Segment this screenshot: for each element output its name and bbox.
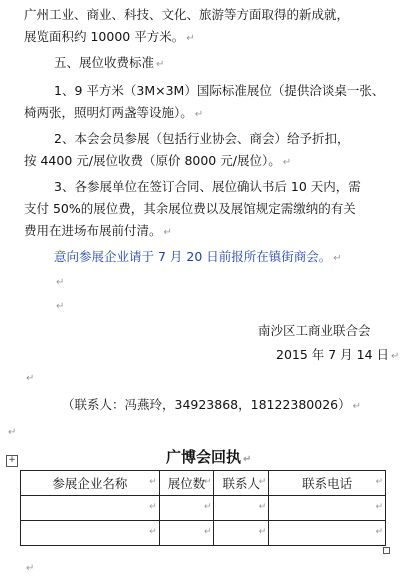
text-fee-item-3c: 费用在进场布展前付清。 bbox=[24, 223, 162, 238]
paragraph-intro bbox=[24, 6, 349, 24]
return-mark-icon: ↵ bbox=[282, 157, 292, 168]
table-resize-handle-icon[interactable] bbox=[383, 547, 390, 554]
header-phone[interactable] bbox=[269, 471, 386, 496]
section-heading-fees bbox=[54, 54, 164, 74]
return-mark-icon: ↵ bbox=[391, 351, 400, 362]
table-cell[interactable] bbox=[159, 521, 214, 546]
empty-line-5 bbox=[24, 558, 34, 578]
header-contact[interactable] bbox=[214, 471, 269, 496]
cell-mark-icon: ↵ bbox=[149, 477, 157, 487]
text-heading-fees: 五、展位收费标准 bbox=[54, 55, 155, 70]
return-mark-icon: ↵ bbox=[243, 454, 252, 465]
return-mark-icon: ↵ bbox=[333, 253, 342, 264]
text-contact: （联系人：冯燕玲，34923868，18122380026） bbox=[62, 397, 351, 412]
fee-item-1-cont bbox=[24, 104, 203, 124]
return-mark-icon: ↵ bbox=[352, 401, 361, 412]
fee-item-2 bbox=[54, 130, 349, 148]
cell-mark-icon: ↵ bbox=[203, 527, 212, 537]
text-intro-2: 展览面积约 10000 平方米。 bbox=[24, 29, 185, 44]
contact-line bbox=[62, 396, 361, 416]
cell-mark-icon: ↵ bbox=[375, 527, 383, 537]
empty-line-1 bbox=[54, 272, 64, 292]
text-form-title: 广博会回执 bbox=[166, 448, 242, 466]
text-fee-item-2b: 按 4400 元/展位收费（原价 8000 元/展位）。 bbox=[24, 153, 281, 168]
return-mark-icon: ↵ bbox=[8, 427, 17, 438]
text-fee-item-3b: 支付 50%的展位费，其余展位费以及展馆规定需缴纳的有关 bbox=[24, 201, 356, 216]
cell-mark-icon: ↵ bbox=[258, 477, 267, 487]
fee-item-3-cont-2 bbox=[24, 222, 172, 242]
header-company[interactable] bbox=[21, 471, 160, 496]
cell-mark-icon: ↵ bbox=[258, 502, 267, 512]
header-phone-label: 联系电话 bbox=[302, 476, 353, 491]
empty-line-3 bbox=[24, 368, 34, 388]
header-contact-label: 联系人 bbox=[222, 476, 261, 491]
table-cell[interactable] bbox=[21, 521, 160, 546]
return-mark-icon: ↵ bbox=[56, 301, 65, 312]
table-cell[interactable] bbox=[214, 521, 269, 546]
cell-mark-icon: ↵ bbox=[203, 502, 212, 512]
header-booths-label: 展位数 bbox=[167, 476, 206, 491]
text-date: 2015 年 7 月 14 日 bbox=[276, 347, 390, 362]
header-booths[interactable] bbox=[159, 471, 214, 496]
fee-item-3 bbox=[54, 178, 361, 196]
table-cell[interactable] bbox=[269, 496, 386, 521]
signature-org bbox=[258, 322, 371, 340]
return-mark-icon: ↵ bbox=[163, 227, 172, 238]
empty-line-2 bbox=[54, 296, 64, 316]
cell-mark-icon: ↵ bbox=[375, 502, 383, 512]
cell-mark-icon: ↵ bbox=[149, 527, 157, 537]
header-company-label: 参展企业名称 bbox=[52, 476, 128, 491]
table-cell[interactable] bbox=[269, 521, 386, 546]
table-move-handle-icon[interactable]: + bbox=[6, 455, 18, 467]
signature-date bbox=[276, 346, 399, 366]
text-org: 南沙区工商业联合会 bbox=[258, 323, 371, 338]
empty-line-4 bbox=[6, 422, 16, 442]
fee-item-3-cont bbox=[24, 200, 356, 218]
table-cell[interactable] bbox=[159, 496, 214, 521]
table-row bbox=[21, 521, 386, 546]
cell-mark-icon: ↵ bbox=[375, 477, 383, 487]
text-intro-1: 广州工业、商业、科技、文化、旅游等方面取得的新成就， bbox=[24, 7, 350, 22]
table-cell[interactable] bbox=[21, 496, 160, 521]
table-cell[interactable] bbox=[214, 496, 269, 521]
fee-item-2-cont bbox=[24, 152, 291, 172]
paragraph-intro-2 bbox=[24, 28, 195, 48]
return-mark-icon: ↵ bbox=[156, 59, 165, 70]
text-fee-item-2a: 2、本会会员参展（包括行业协会、商会）给予折扣， bbox=[54, 131, 350, 146]
text-notice: 意向参展企业请于 7 月 20 日前报所在镇街商会。 bbox=[54, 249, 332, 264]
return-mark-icon: ↵ bbox=[194, 109, 204, 120]
notice-line bbox=[54, 248, 342, 268]
table-row bbox=[21, 496, 386, 521]
return-mark-icon: ↵ bbox=[26, 373, 35, 384]
cell-mark-icon: ↵ bbox=[258, 527, 267, 537]
return-mark-icon: ↵ bbox=[26, 563, 35, 574]
table-header-row bbox=[21, 471, 386, 496]
return-mark-icon: ↵ bbox=[186, 33, 195, 44]
fee-item-1 bbox=[54, 82, 384, 100]
text-fee-item-1b: 椅两张，照明灯两盏等设施）。 bbox=[24, 105, 193, 120]
text-fee-item-1a: 1、9 平方米（3M×3M）国际标准展位（提供洽谈桌一张、 bbox=[54, 83, 385, 98]
cell-mark-icon: ↵ bbox=[203, 477, 212, 487]
receipt-table bbox=[20, 470, 386, 546]
return-mark-icon: ↵ bbox=[56, 277, 65, 288]
text-fee-item-3a: 3、各参展单位在签订合同、展位确认书后 10 天内，需 bbox=[54, 179, 361, 194]
cell-mark-icon: ↵ bbox=[149, 502, 157, 512]
form-title bbox=[166, 448, 251, 469]
